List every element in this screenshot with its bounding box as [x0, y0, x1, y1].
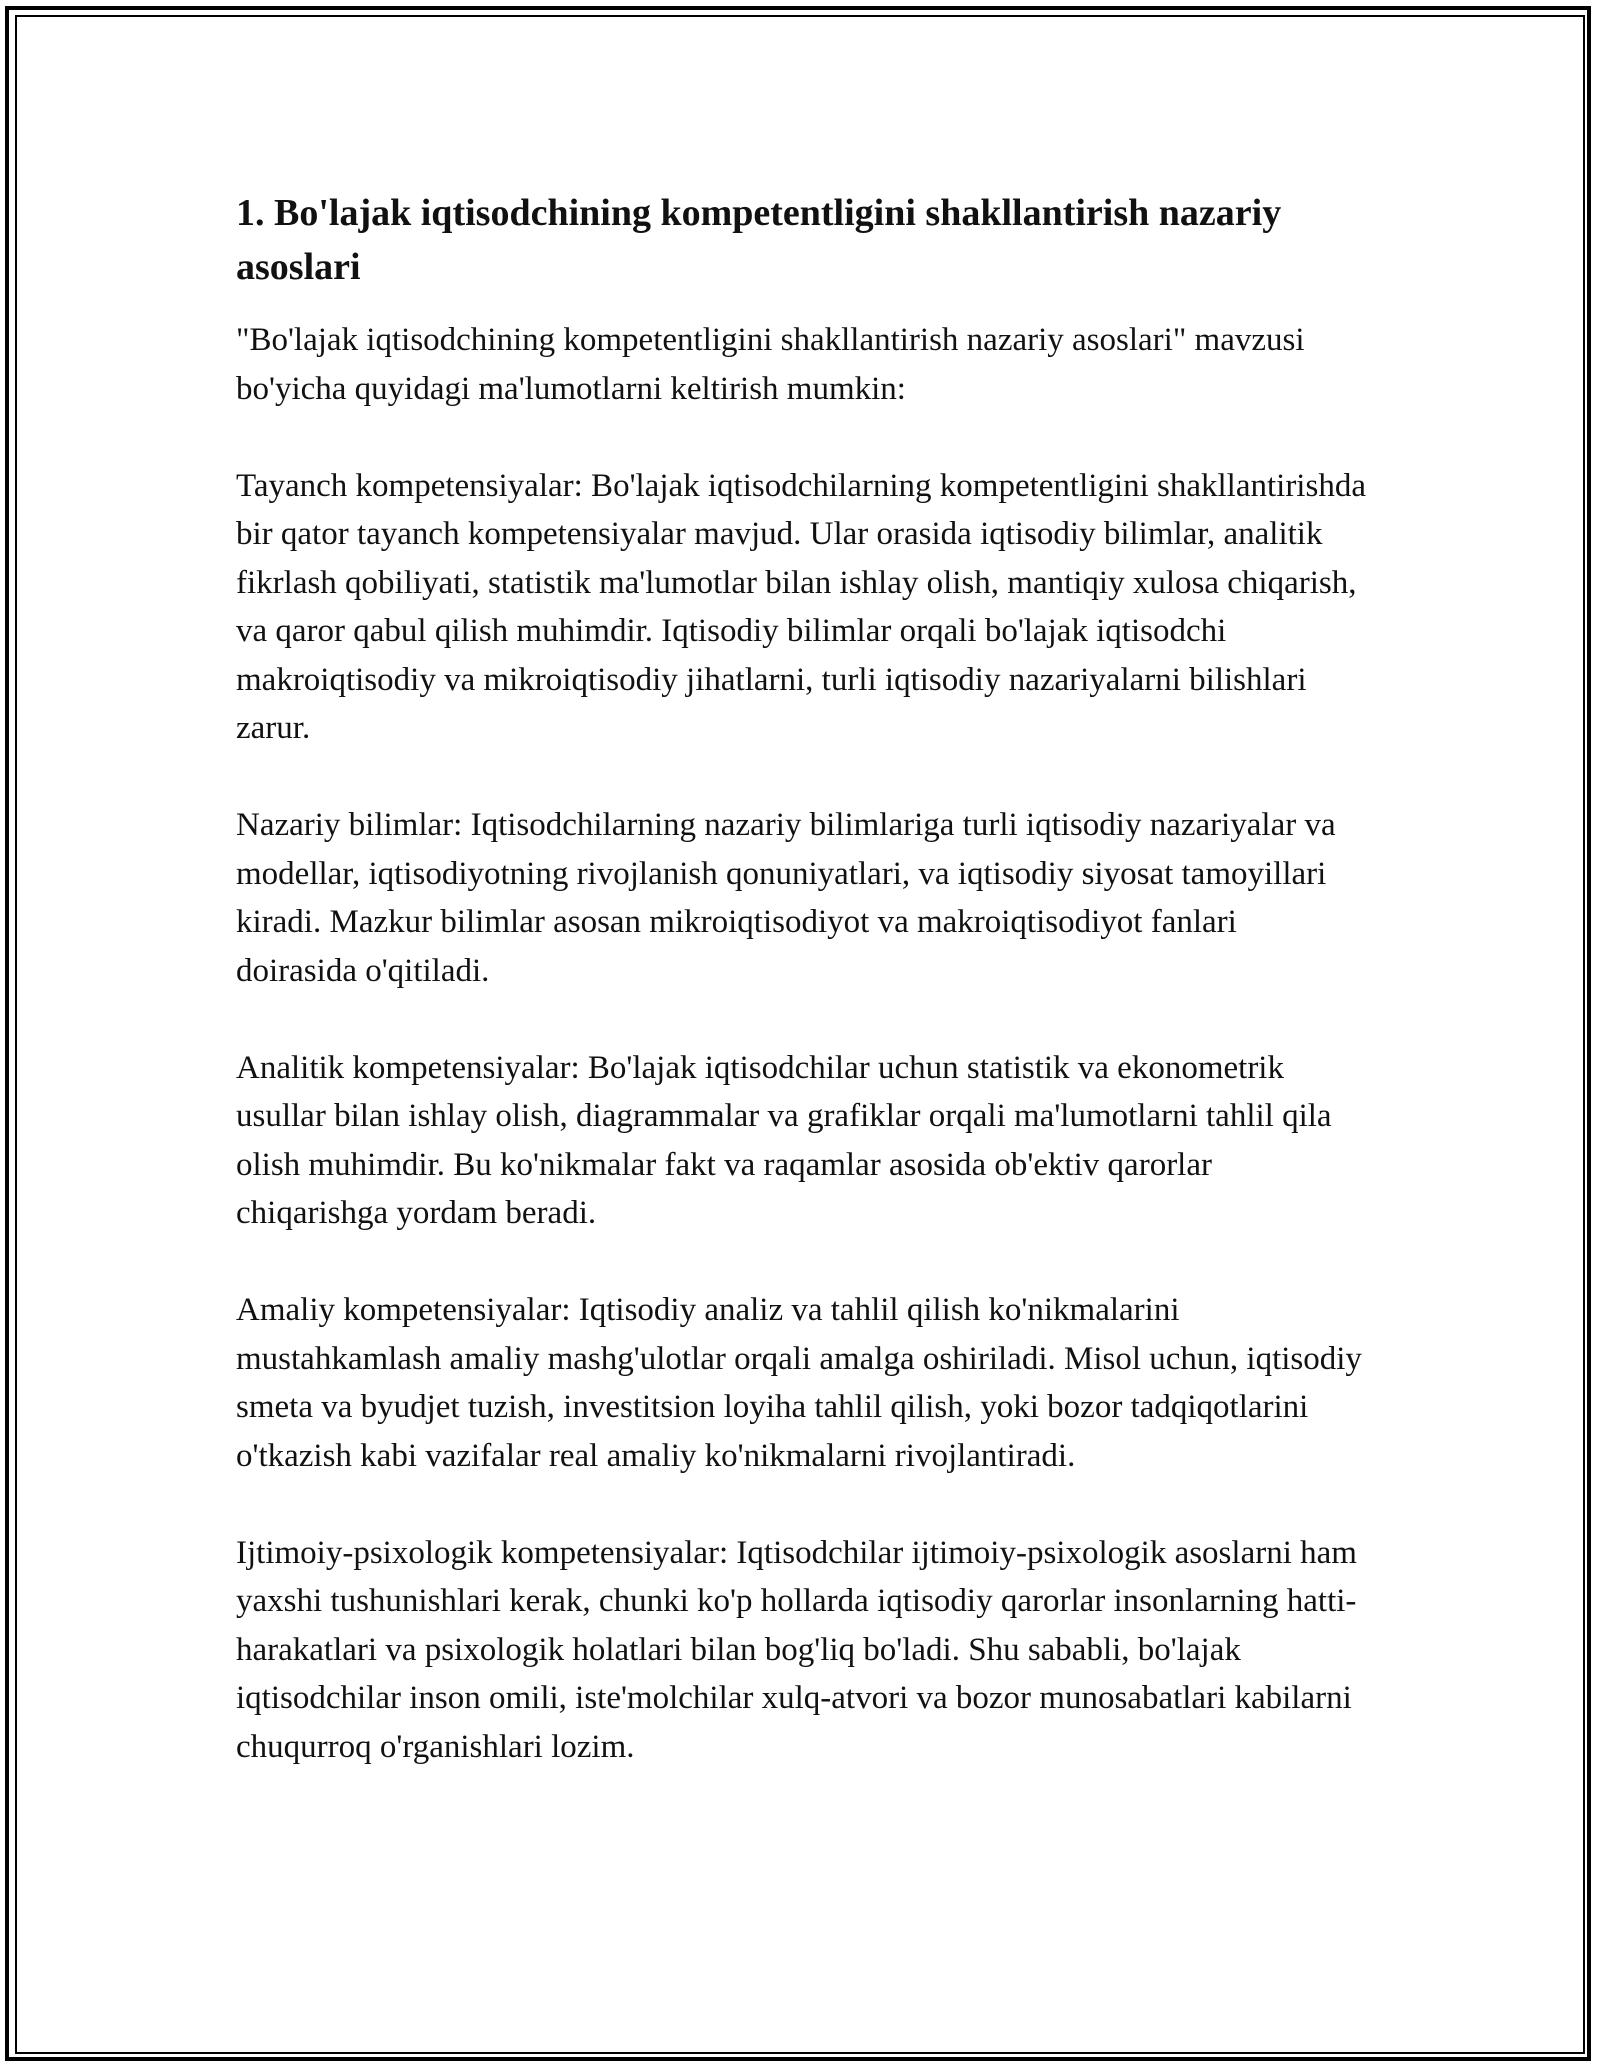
- paragraph-analitik-kompetensiyalar: Analitik kompetensiyalar: Bo'lajak iqtisodchilar uchun statistik va ekonometrik usullar bilan ishlay olish, diagrammalar va grafiklar orqali ma'lumotlarni tahlil qila olish muhimdir. Bu ko'nikmalar fakt va raqamlar asosida ob'ektiv qarorlar chiqarishga yordam beradi.: [236, 1049, 1332, 1231]
- intro-paragraph: "Bo'lajak iqtisodchining kompetentligini shakllantirish nazariy asoslari" mavzusi bo'yicha quyidagi ma'lumotlarni keltirish mumkin:: [236, 322, 1305, 407]
- paragraph-amaliy-kompetensiyalar: Amaliy kompetensiyalar: Iqtisodiy analiz va tahlil qilish ko'nikmalarini mustahkamlash amaliy mashg'ulotlar orqali amalga oshiriladi. Misol uchun, iqtisodiy smeta va byudjet tuzish, investitsion loyiha tahlil qilish, yoki bozor tadqiqotlarini o'tkazish kabi vazifalar real amaliy ko'nikmalarni rivojlantiradi.: [236, 1292, 1362, 1474]
- section-title: 1. Bo'lajak iqtisodchining kompetentligini shakllantirish nazariy asoslari: [236, 192, 1282, 288]
- document-body: [236, 186, 1366, 1771]
- paragraph-tayanch-kompetensiyalar: Tayanch kompetensiyalar: Bo'lajak iqtisodchilarning kompetentligini shakllantirishda bir qator tayanch kompetensiyalar mavjud. Ular orasida iqtisodiy bilimlar, analitik fikrlash qobiliyati, statistik ma'lumotlar bilan ishlay olish, mantiqiy xulosa chiqarish, va qaror qabul qilish muhimdir. Iqtisodiy bilimlar orqali bo'lajak iqtisodchi makroiqtisodiy va mikroiqtisodiy jihatlarni, turli iqtisodiy nazariyalarni bilishlari zarur.: [236, 467, 1366, 746]
- paragraph-ijtimoiy-psixologik-kompetensiyalar: Ijtimoiy-psixologik kompetensiyalar: Iqtisodchilar ijtimoiy-psixologik asoslarni ham yaxshi tushunishlari kerak, chunki ko'p hollarda iqtisodiy qarorlar insonlarning hatti-harakatlari va psixologik holatlari bilan bog'liq bo'ladi. Shu sababli, bo'lajak iqtisodchilar inson omili, iste'molchilar xulq-atvori va bozor munosabatlari kabilarni chuqurroq o'rganishlari lozim.: [236, 1534, 1357, 1765]
- paragraph-nazariy-bilimlar: Nazariy bilimlar: Iqtisodchilarning nazariy bilimlariga turli iqtisodiy nazariyalar va modellar, iqtisodiyotning rivojlanish qonuniyatlari, va iqtisodiy siyosat tamoyillari kiradi. Mazkur bilimlar asosan mikroiqtisodiyot va makroiqtisodiyot fanlari doirasida o'qitiladi.: [236, 807, 1336, 989]
